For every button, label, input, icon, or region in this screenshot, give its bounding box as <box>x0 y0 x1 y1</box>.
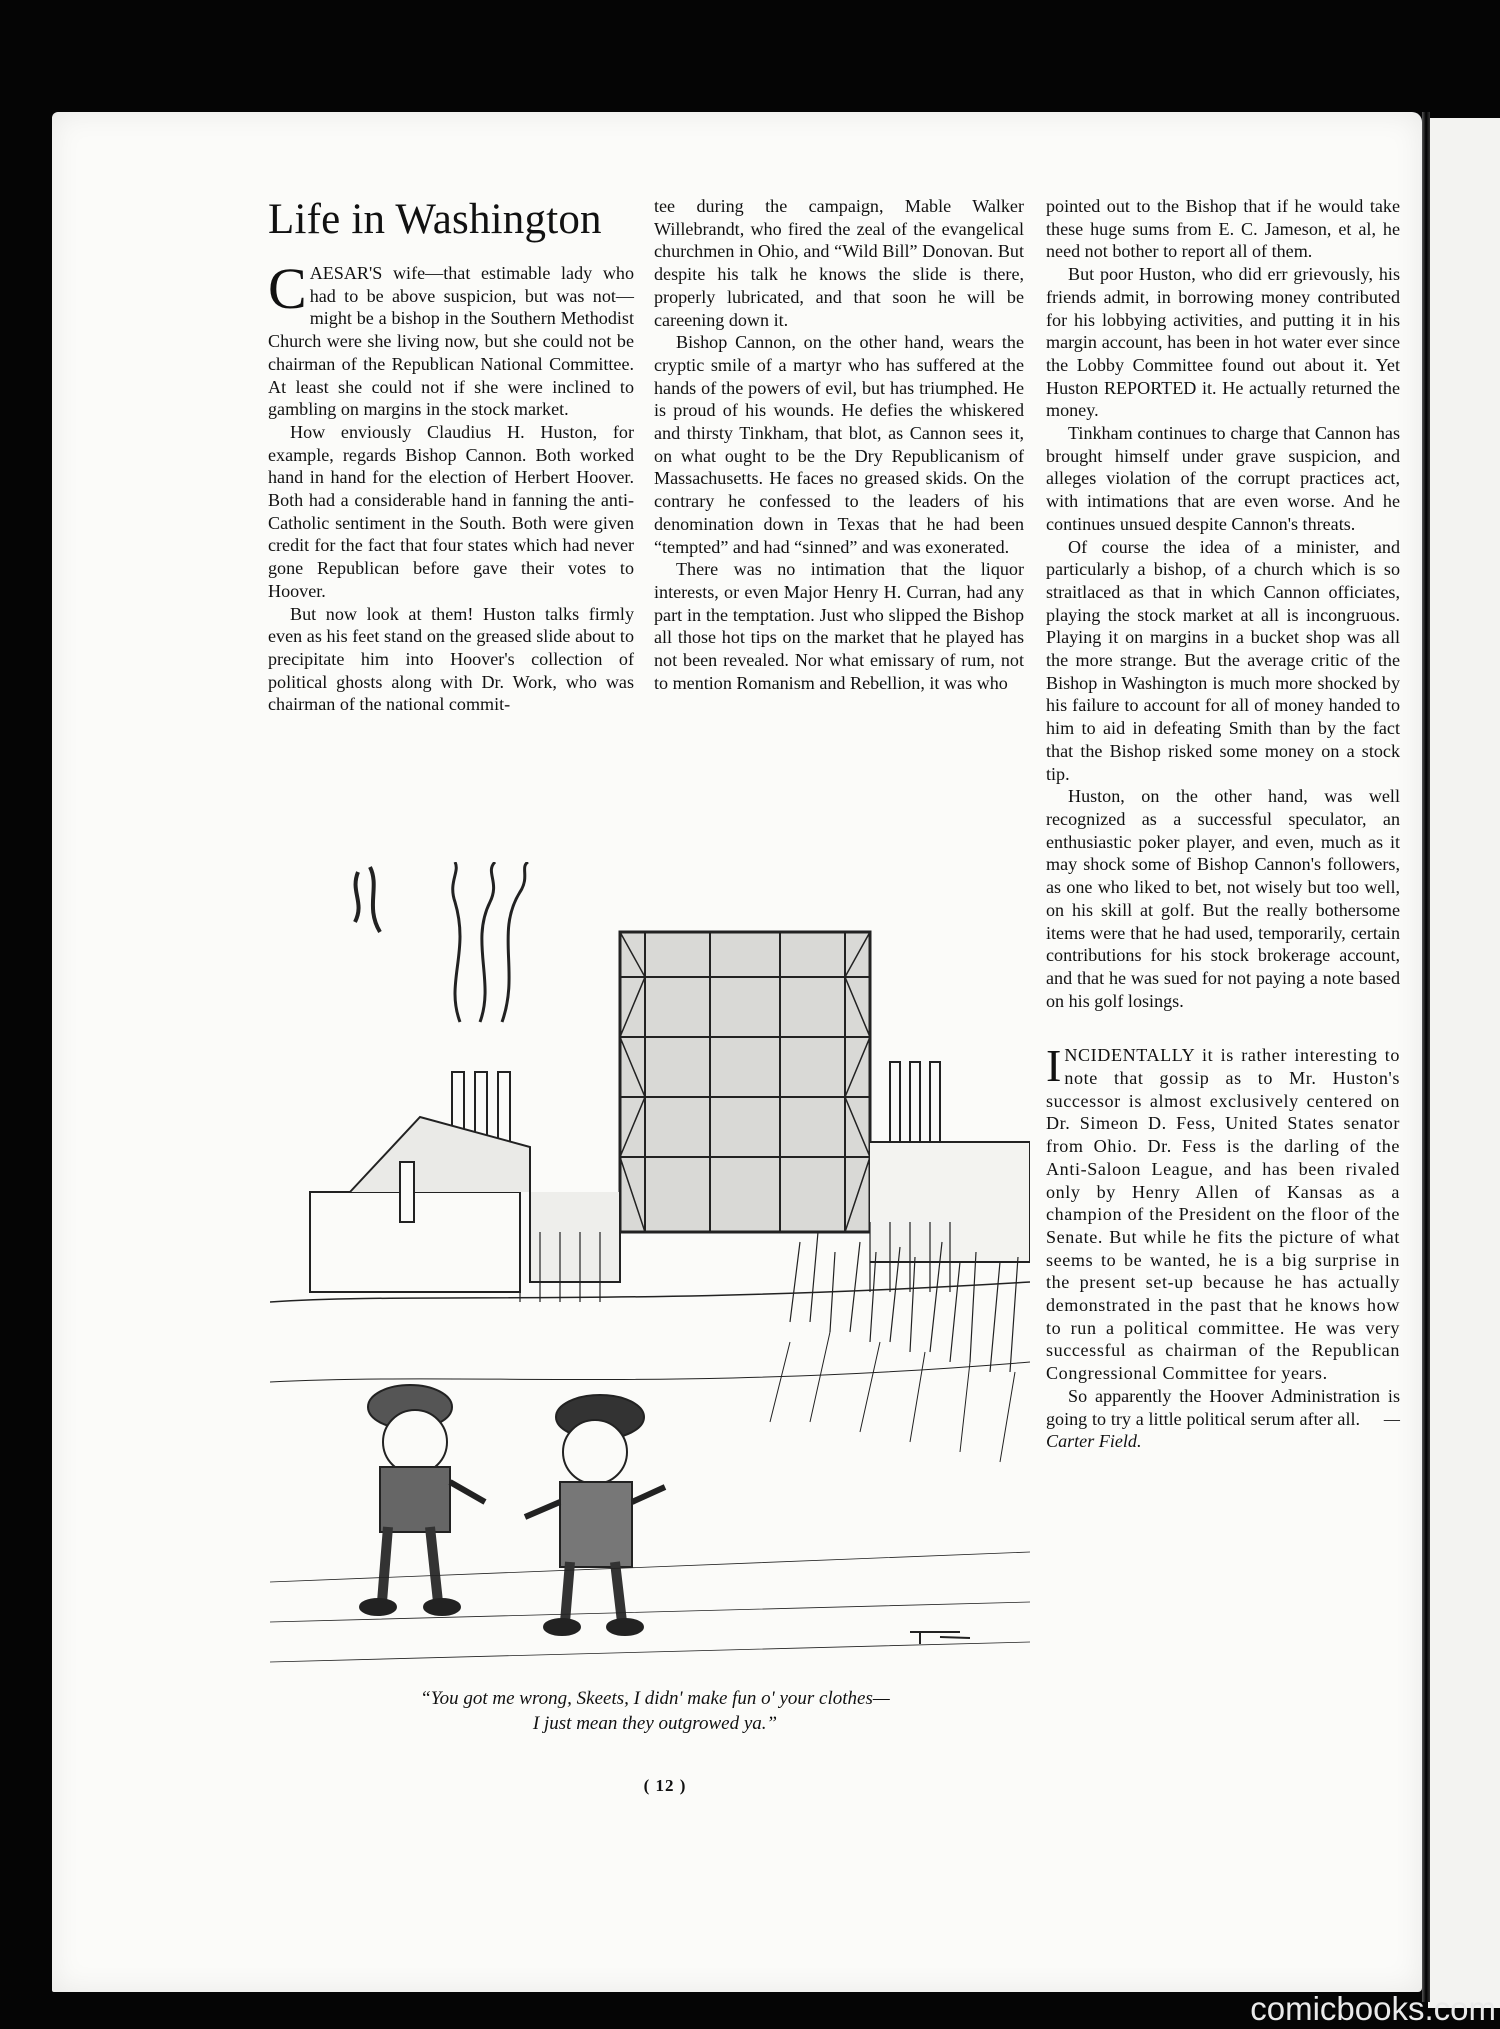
drop-cap: C <box>268 256 307 321</box>
paragraph-text: AESAR'S wife—that estimable lady who had to be above suspicion, but was not—might be a bishop in the Southern Methodist Church were she living now, but she could not be chairman of the Republican National Committee. At least she could not if she were inclined to gambling on margins in the stock market. <box>268 263 634 420</box>
author-signature: —Carter Field. <box>1046 1408 1400 1452</box>
paragraph: Tinkham continues to charge that Cannon has brought himself under grave suspicion, and alleges violation of the corrupt practices act, with intimations that are even worse. And he continues unsued despite Cannon's threats. <box>1046 423 1400 534</box>
paragraph: Bishop Cannon, on the other hand, wears the cryptic smile of a martyr who has suffered at the hands of the powers of evil, but has triumphed. He is proud of his wounds. He defies the whiskered and thirsty Tinkham, that blot, as Cannon sees it, on what ought to be the Dry Republicanism of Massachusetts. He faces no greased skids. On the contrary he confessed to the leaders of his denomination down in Texas that he had been “tempted” and had “sinned” and was exonerated. <box>654 332 1024 557</box>
section-break <box>1046 1012 1400 1044</box>
caption-line-2: I just mean they outgrowed ya.” <box>532 1713 778 1734</box>
article-column-3 <box>1046 195 1400 1453</box>
gutter-shadow <box>1422 112 1430 2002</box>
article-column-1 <box>268 256 634 716</box>
cartoon-caption <box>280 1686 1030 1736</box>
paragraph-text: So apparently the Hoover Administration is going to try a little political serum after all. <box>1046 1385 1400 1429</box>
watermark: comicbooks.com <box>1250 1990 1496 2027</box>
cartoon-illustration <box>270 862 1030 1676</box>
paragraph-text: NCIDENTALLY it is rather interesting to note that gossip as to Mr. Huston's successor is almost exclusively centered on Dr. Simeon D. Fess, United States senator from Ohio. Dr. Fess is the darling of the Anti-Saloon League, and has been rivaled only by Henry Allen of Kansas as a champion of the President on the floor of the Senate. But while he fits the picture of what seems to be wanted, he is a big surprise in the present set-up because he has actually demonstrated in the past that he knows how to run a political committee. He was very successful as chairman of the Republican Congressional Committee for years. <box>1046 1045 1400 1384</box>
paragraph: Huston, on the other hand, was well recognized as a successful speculator, an enthusiastic poker player, and even, much as it may shock some of Bishop Cannon's followers, as one who liked to bet, not wisely but too well, on his skill at golf. But the really bothersome items were that he had used, temporarily, certain contributions for his stock brokerage account, and that he was sued for not paying a note based on his golf losings. <box>1046 786 1400 1011</box>
next-page-edge <box>1428 118 1500 2008</box>
article-title: Life in Washington <box>268 196 602 243</box>
paragraph: tee during the campaign, Mable Walker Willebrandt, who fired the zeal of the evangelical churchmen in Ohio, and “Wild Bill” Donovan. But despite his talk he knows the slide is there, properly lubricated, and that soon he will be careening down it. <box>654 196 1024 330</box>
paragraph <box>1046 1385 1400 1453</box>
page-number: ( 12 ) <box>643 1776 687 1795</box>
paragraph: Of course the idea of a minister, and particularly a bishop, of a church which is so straitlaced as that in which Cannon officiates, playing the stock market at all is incongruous. Playing it on margins in a bucket shop was all the more strange. But the average critic of the Bishop in Washington is much more shocked by his failure to account for all of money handed to him to aid in defeating Smith than by the fact that the Bishop risked some money on a stock tip. <box>1046 536 1400 784</box>
paragraph: But poor Huston, who did err grievously, his friends admit, in borrowing money contributed for his lobbying activities, and putting it in his margin account, has been in hot water ever since the Lobby Committee found out about it. Yet Huston REPORTED it. He actually returned the money. <box>1046 264 1400 421</box>
paragraph <box>1046 1040 1400 1385</box>
paragraph: How enviously Claudius H. Huston, for example, regards Bishop Cannon. Both worked hand in hand for the election of Herbert Hoover. Both had a considerable hand in fanning the anti-Catholic sentiment in the South. Both were given credit for the fact that four states which had never gone Republican before gave their votes to Hoover. <box>268 421 634 601</box>
paragraph: There was no intimation that the liquor interests, or even Major Henry H. Curran, had any part in the temptation. Just who slipped the Bishop all those hot tips on the market that he played has not been revealed. Nor what emissary of rum, not to mention Romanism and Rebellion, it was who <box>654 559 1024 693</box>
paragraph: pointed out to the Bishop that if he would take these huge sums from E. C. Jameson, et al, he need not bother to report all of them. <box>1046 196 1400 262</box>
paragraph <box>268 256 634 421</box>
caption-line-1: “You got me wrong, Skeets, I didn' make fun o' your clothes— <box>420 1688 890 1709</box>
drop-cap: I <box>1046 1040 1062 1092</box>
article-column-2 <box>654 195 1024 694</box>
paragraph: But now look at them! Huston talks firmly even as his feet stand on the greased slide about to precipitate him into Hoover's collection of political ghosts along with Dr. Work, who was chairman of the national commit- <box>268 603 634 715</box>
